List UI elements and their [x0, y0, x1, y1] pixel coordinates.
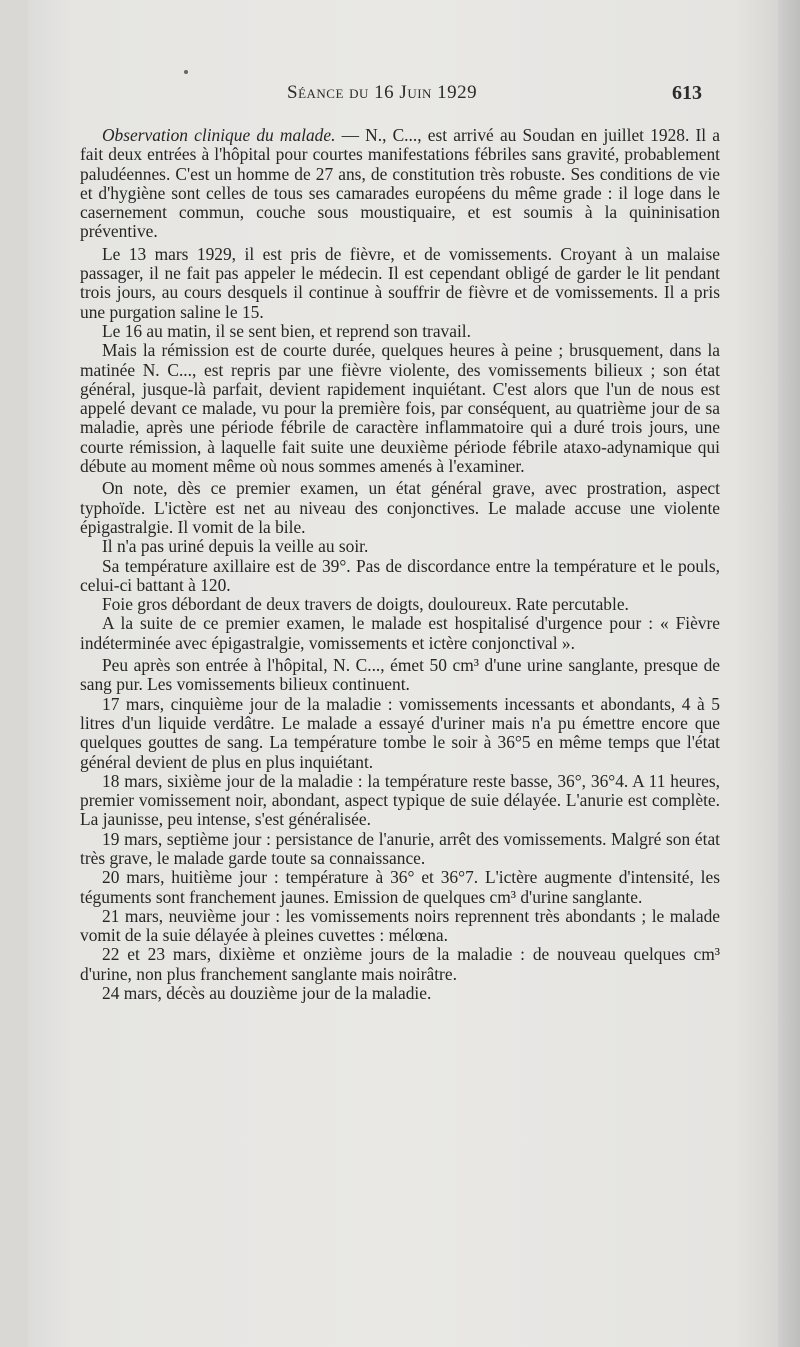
- paragraph-text: Mais la rémission est de courte durée, quelques heures à peine ; brusquement, dans la matinée N. C..., est repris par une fièvre violente, des vomissements bilieux ; son état général, jusque-là parfait, devient rapidement inquiétant. C'est alors que l'un de nous est appelé devant ce malade, vu pour la première fois, par conséquent, au quatrième jour de sa maladie, après une période fébrile de caractère inflammatoire qui a duré trois jours, une courte rémission, à laquelle fait suite une deuxième période fébrile ataxo-adynamique qui débute au moment même où nous sommes amenés à l'examiner.: [80, 340, 720, 477]
- body-text: [80, 126, 720, 1003]
- page-number: 613: [672, 82, 702, 104]
- paragraph-text: 19 mars, septième jour : persistance de l'anurie, arrêt des vomissements. Malgré son état très grave, le malade garde toute sa connaissance.: [80, 828, 720, 868]
- paragraph: [80, 772, 720, 830]
- paragraph: [80, 984, 720, 1003]
- paragraph-text: 22 et 23 mars, dixième et onzième jours de la maladie : de nouveau quelques cm³ d'urine, non plus franchement sanglante mais noirâtre.: [80, 944, 720, 984]
- paragraph-text: 24 mars, décès au douzième jour de la maladie.: [102, 983, 432, 1004]
- paragraph-text: Peu après son entrée à l'hôpital, N. C..., émet 50 cm³ d'une urine sanglante, presque de sang pur. Les vomissements bilieux continuent.: [80, 655, 720, 695]
- paragraph-text: 21 mars, neuvième jour : les vomissements noirs reprennent très abondants ; le malade vomit de la suie délayée à pleines cuvettes : mélœna.: [80, 905, 720, 946]
- paragraph: [80, 595, 720, 614]
- paragraph-text: 18 mars, sixième jour de la maladie : la température reste basse, 36°, 36°4. A 11 heures, premier vomissement noir, abondant, aspect typique de suie délayée. L'anurie est complète. La jaunisse, peu intense, s'est généralisée.: [80, 770, 720, 830]
- running-head: Séance du 16 Juin 1929: [287, 82, 478, 103]
- paragraph-text: Foie gros débordant de deux travers de doigts, douloureux. Rate percutable.: [102, 594, 629, 615]
- paragraph-text: 20 mars, huitième jour : température à 36° et 36°7. L'ictère augmente d'intensité, les téguments sont franchement jaunes. Emission de quelques cm³ d'urine sanglante.: [80, 867, 720, 907]
- paragraph: [80, 557, 720, 596]
- paragraph-text: Sa température axillaire est de 39°. Pas de discordance entre la température et le pouls, celui-ci battant à 120.: [80, 555, 720, 595]
- observation-heading: Observation clinique du malade.: [102, 125, 336, 145]
- paragraph: [80, 945, 720, 984]
- paragraph-text: Il n'a pas uriné depuis la veille au soir.: [102, 536, 369, 557]
- paragraph: [80, 126, 720, 242]
- paragraph: [80, 868, 720, 907]
- paragraph: [80, 907, 720, 946]
- print-speck: [184, 70, 188, 74]
- paragraph-text: — N., C..., est arrivé au Soudan en juillet 1928. Il a fait deux entrées à l'hôpital pour courtes manifestations fébriles sans gravité, probablement paludéennes. C'est un homme de 27 ans, de constitution très robuste. Ses conditions de vie et d'hygiène sont celles de tous ses camarades européens du même grade : il loge dans le casernement commun, couche sous moustiquaire, et est soumis à la quininisation préventive.: [80, 125, 720, 242]
- paragraph-text: A la suite de ce premier examen, le malade est hospitalisé d'urgence pour : « Fièvre indéterminée avec épigastralgie, vomissements et ictère conjonctival ».: [80, 613, 720, 653]
- paragraph: [80, 537, 720, 556]
- paragraph-text: Le 16 au matin, il se sent bien, et reprend son travail.: [102, 320, 471, 341]
- paragraph: [80, 656, 720, 695]
- paragraph: [80, 341, 720, 476]
- paragraph: [80, 614, 720, 653]
- paragraph-text: On note, dès ce premier examen, un état général grave, avec prostration, aspect typhoïde. L'ictère est net au niveau des conjonctives. Le malade accuse une violente épigastralgie. Il vomit de la bile.: [80, 478, 720, 537]
- page-edge-shadow: [778, 0, 800, 1347]
- paragraph: [80, 695, 720, 772]
- paragraph: [80, 245, 720, 322]
- paragraph: [80, 830, 720, 869]
- paragraph-text: 17 mars, cinquième jour de la maladie : vomissements incessants et abondants, 4 à 5 litres d'un liquide verdâtre. Le malade a essayé d'uriner mais n'a pu émettre encore que quelques gouttes de sang. La température tombe le soir à 36°5 en même temps que l'état général devient de plus en plus inquiétant.: [80, 693, 720, 772]
- paragraph: [80, 479, 720, 537]
- paragraph: [80, 322, 720, 341]
- page-header: [0, 82, 800, 112]
- paragraph-text: Le 13 mars 1929, il est pris de fièvre, et de vomissements. Croyant à un malaise passager, il ne fait pas appeler le médecin. Il est cependant obligé de garder le lit pendant trois jours, au cours desquels il continue à souffrir de fièvre et de vomissements. Il a pris une purgation saline le 15.: [80, 243, 720, 322]
